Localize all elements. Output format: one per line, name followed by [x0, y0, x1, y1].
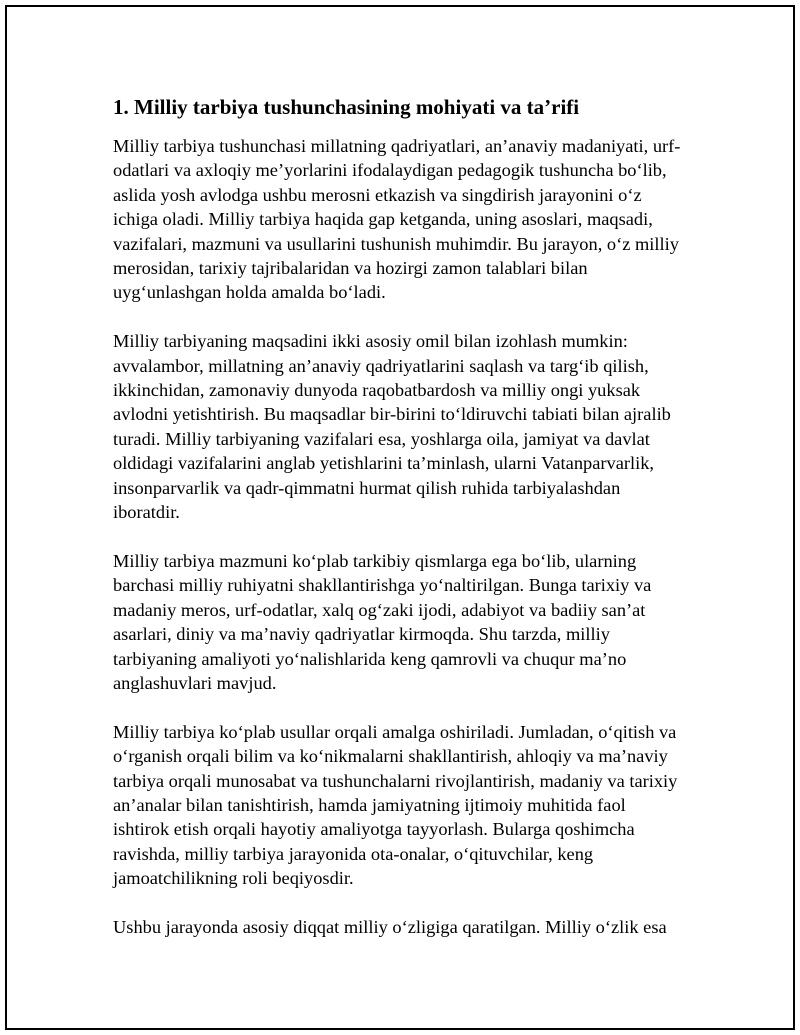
paragraph	[113, 720, 683, 891]
text-line: o‘rganish orqali bilim va ko‘nikmalarni shakllantirish, ahloqiy va ma’naviy	[113, 746, 668, 767]
text-line: ishtirok etish orqali hayotiy amaliyotga tayyorlash. Bularga qoshimcha	[113, 819, 635, 840]
text-line: Milliy tarbiya mazmuni ko‘plab tarkibiy qismlarga ega bo‘lib, ularning	[113, 550, 637, 571]
text-line: tarbiya orqali munosabat va tushunchalarni rivojlantirish, madaniy va tarixiy	[113, 770, 678, 791]
paragraph-list	[113, 134, 683, 939]
text-line: Ushbu jarayonda asosiy diqqat milliy o‘zligiga qaratilgan. Milliy o‘zlik esa	[113, 916, 667, 937]
text-line: avvalambor, millatning an’anaviy qadriyatlarini saqlash va targ‘ib qilish,	[113, 355, 649, 376]
text-line: iboratdir.	[113, 502, 180, 523]
text-line: oldidagi vazifalarini anglab yetishlarini ta’minlash, ularni Vatanparvarlik,	[113, 453, 654, 474]
text-line: Milliy tarbiya ko‘plab usullar orqali amalga oshiriladi. Jumladan, o‘qitish va	[113, 721, 677, 742]
text-line: ravishda, milliy tarbiya jarayonida ota-onalar, o‘qituvchilar, keng	[113, 843, 594, 864]
text-line: ichiga oladi. Milliy tarbiya haqida gap ketganda, uning asoslari, maqsadi,	[113, 209, 653, 230]
text-line: tarbiyaning amaliyoti yo‘nalishlarida keng qamrovli va chuqur ma’no	[113, 648, 627, 669]
text-line: anglashuvlari mavjud.	[113, 672, 277, 693]
paragraph	[113, 549, 683, 695]
text-line: asarlari, diniy va ma’naviy qadriyatlar kirmoqda. Shu tarzda, milliy	[113, 624, 610, 645]
text-line: merosidan, tarixiy tajribalaridan va hozirgi zamon talablari bilan	[113, 258, 588, 279]
text-line: Milliy tarbiyaning maqsadini ikki asosiy omil bilan izohlash mumkin:	[113, 331, 628, 352]
text-line: uyg‘unlashgan holda amalda bo‘ladi.	[113, 282, 386, 303]
text-line: an’analar bilan tanishtirish, hamda jamiyatning ijtimoiy muhitida faol	[113, 794, 626, 815]
text-line: turadi. Milliy tarbiyaning vazifalari esa, yoshlarga oila, jamiyat va davlat	[113, 428, 650, 449]
section-heading: 1. Milliy tarbiya tushunchasining mohiyati va ta’rifi	[113, 95, 580, 119]
text-line: insonparvarlik va qadr-qimmatni hurmat qilish ruhida tarbiyalashdan	[113, 477, 621, 498]
document-body	[113, 94, 683, 964]
text-line: odatlari va axloqiy me’yorlarini ifodalaydigan pedagogik tushuncha bo‘lib,	[113, 160, 667, 181]
paragraph	[113, 329, 683, 524]
text-line: aslida yosh avlodga ushbu merosni etkazish va singdirish jarayonini o‘z	[113, 184, 642, 205]
text-line: barchasi milliy ruhiyatni shakllantirishga yo‘naltirilgan. Bunga tarixiy va	[113, 575, 652, 596]
text-line: ikkinchidan, zamonaviy dunyoda raqobatbardosh va milliy ongi yuksak	[113, 380, 641, 401]
text-line: jamoatchilikning roli beqiyosdir.	[113, 868, 354, 889]
text-line: vazifalari, mazmuni va usullarini tushunish muhimdir. Bu jarayon, o‘z milliy	[113, 233, 679, 254]
paragraph	[113, 915, 683, 939]
text-line: avlodni yetishtirish. Bu maqsadlar bir-birini to‘ldiruvchi tabiati bilan ajralib	[113, 404, 671, 425]
paragraph	[113, 134, 683, 305]
text-line: Milliy tarbiya tushunchasi millatning qadriyatlari, an’anaviy madaniyati, urf-	[113, 136, 681, 156]
text-line: madaniy meros, urf-odatlar, xalq og‘zaki ijodi, adabiyot va badiiy san’at	[113, 599, 646, 620]
